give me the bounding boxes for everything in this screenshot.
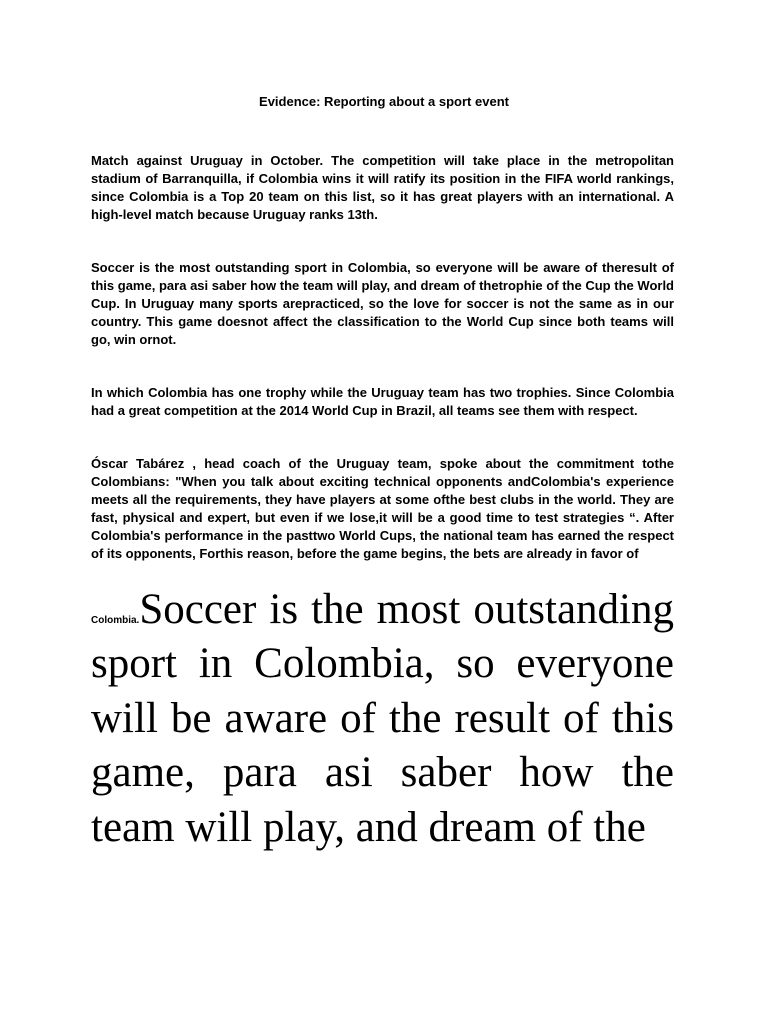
trailing-word: Colombia. — [91, 615, 140, 626]
large-text-block — [91, 583, 674, 855]
paragraph-soccer-colombia: Soccer is the most outstanding sport in Colombia, so everyone will be aware of theresult of this game, para asi saber how the team will play, and dream of thetrophie of the Cup the World Cup. In Uruguay many sports arepracticed, so the love for soccer is not the same as in our country. This game doesnot affect the classification to the World Cup since both teams will go, win ornot. — [91, 260, 674, 347]
paragraph-trophies: In which Colombia has one trophy while the Uruguay team has two trophies. Since Colombia had a great competition at the 2014 World Cup in Brazil, all teams see them with respect. — [91, 385, 674, 418]
page-title: Evidence: Reporting about a sport event — [259, 94, 509, 109]
paragraph-match-intro: Match against Uruguay in October. The competition will take place in the metropolitan stadium of Barranquilla, if Colombia wins it will ratify its position in the FIFA world rankings, since Colombia is a Top 20 team on this list, so it has great players with an international. A high-level match because Uruguay ranks 13th. — [91, 153, 674, 222]
large-text: Soccer is the most outstanding sport in Colombia, so everyone will be aware of the result of this game, para asi saber how the team will play, and dream of the — [91, 586, 674, 851]
paragraph-coach-quote: Óscar Tabárez , head coach of the Uruguay team, spoke about the commitment tothe Colombians: "When you talk about exciting technical opponents andColombia's experience meets all the requirements, they have players at some ofthe best clubs in the world. They are fast, physical and expert, but even if we lose,it will be a good time to test strategies “. After Colombia's performance in the pasttwo World Cups, the national team has earned the respect of its opponents, Forthis reason, before the game begins, the bets are already in favor of — [91, 456, 674, 561]
